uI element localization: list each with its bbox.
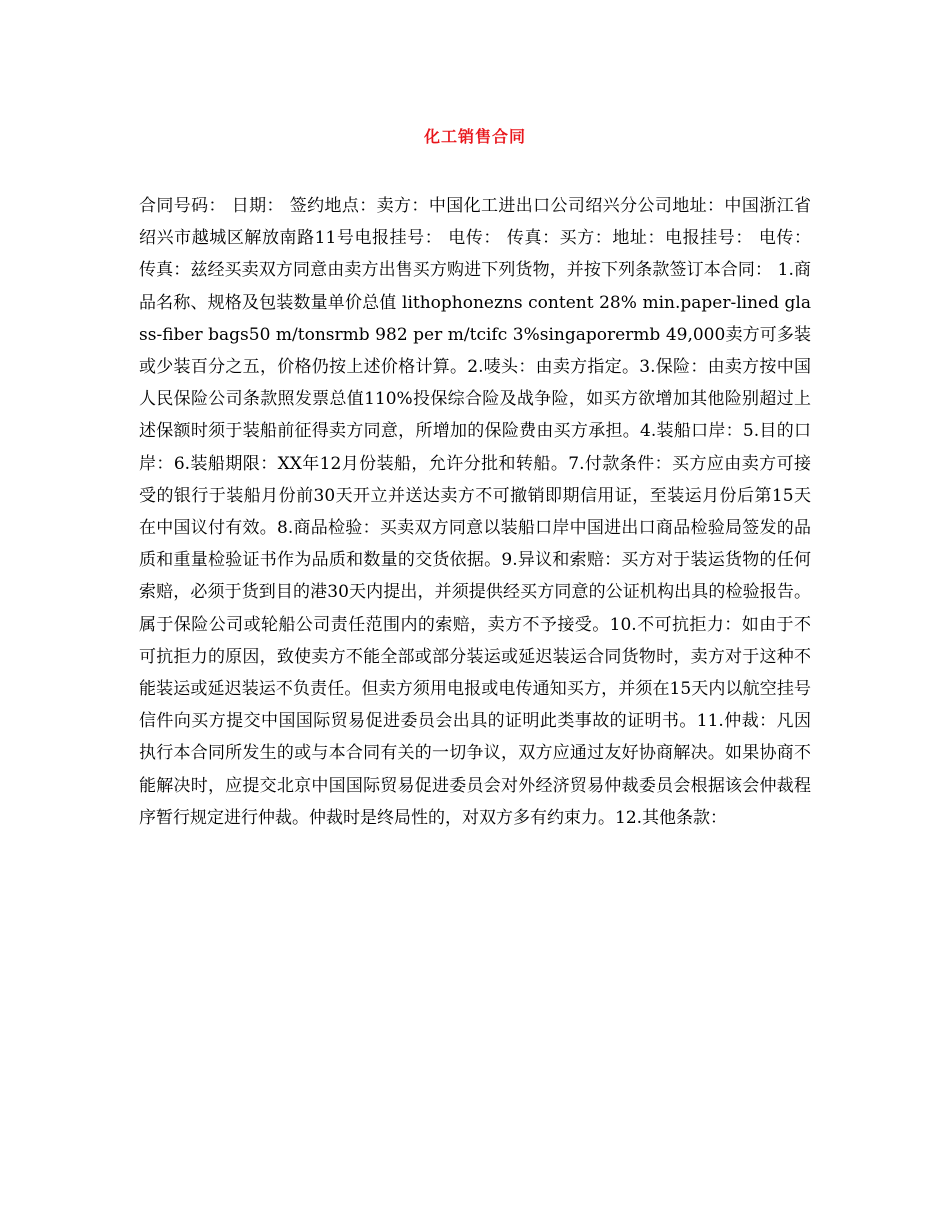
contract-body-text: 合同号码： 日期： 签约地点：卖方：中国化工进出口公司绍兴分公司地址：中国浙江省绍兴市越城区解放南路11号电报挂号： 电传： 传真：买方：地址：电报挂号： 电传： 传真：兹经买卖双方同意由卖方出售买方购进下列货物，并按下列条款签订本合同： 1.商品名称、规格及包装数量单价总值 lithophonezns content 28% min.paper-lined glass-fiber bags50 m/tonsrmb 982 per m/tcifc 3%singaporermb 49,000卖方可多装或少装百分之五，价格仍按上述价格计算。2.唛头：由卖方指定。3.保险：由卖方按中国人民保险公司条款照发票总值110%投保综合险及战争险，如买方欲增加其他险别超过上述保额时须于装船前征得卖方同意，所增加的保险费由买方承担。4.装船口岸：5.目的口岸：6.装船期限：XX年12月份装船，允许分批和转船。7.付款条件：买方应由卖方可接受的银行于装船月份前30天开立并送达卖方不可撤销即期信用证，至装运月份后第15天在中国议付有效。8.商品检验：买卖双方同意以装船口岸中国进出口商品检验局签发的品质和重量检验证书作为品质和数量的交货依据。9.异议和索赔：买方对于装运货物的任何索赔，必须于货到目的港30天内提出，并须提供经买方同意的公证机构出具的检验报告。属于保险公司或轮船公司责任范围内的索赔，卖方不予接受。10.不可抗拒力：如由于不可抗拒力的原因，致使卖方不能全部或部分装运或延迟装运合同货物时，卖方对于这种不能装运或延迟装运不负责任。但卖方须用电报或电传通知买方，并须在15天内以航空挂号信件向买方提交中国国际贸易促进委员会出具的证明此类事故的证明书。11.仲裁：凡因执行本合同所发生的或与本合同有关的一切争议，双方应通过友好协商解决。如果协商不能解决时，应提交北京中国国际贸易促进委员会对外经济贸易仲裁委员会根据该会仲裁程序暂行规定进行仲裁。仲裁时是终局性的，对双方多有约束力。12.其他条款： [139,196,811,828]
document-title: 化工销售合同 [423,127,526,146]
